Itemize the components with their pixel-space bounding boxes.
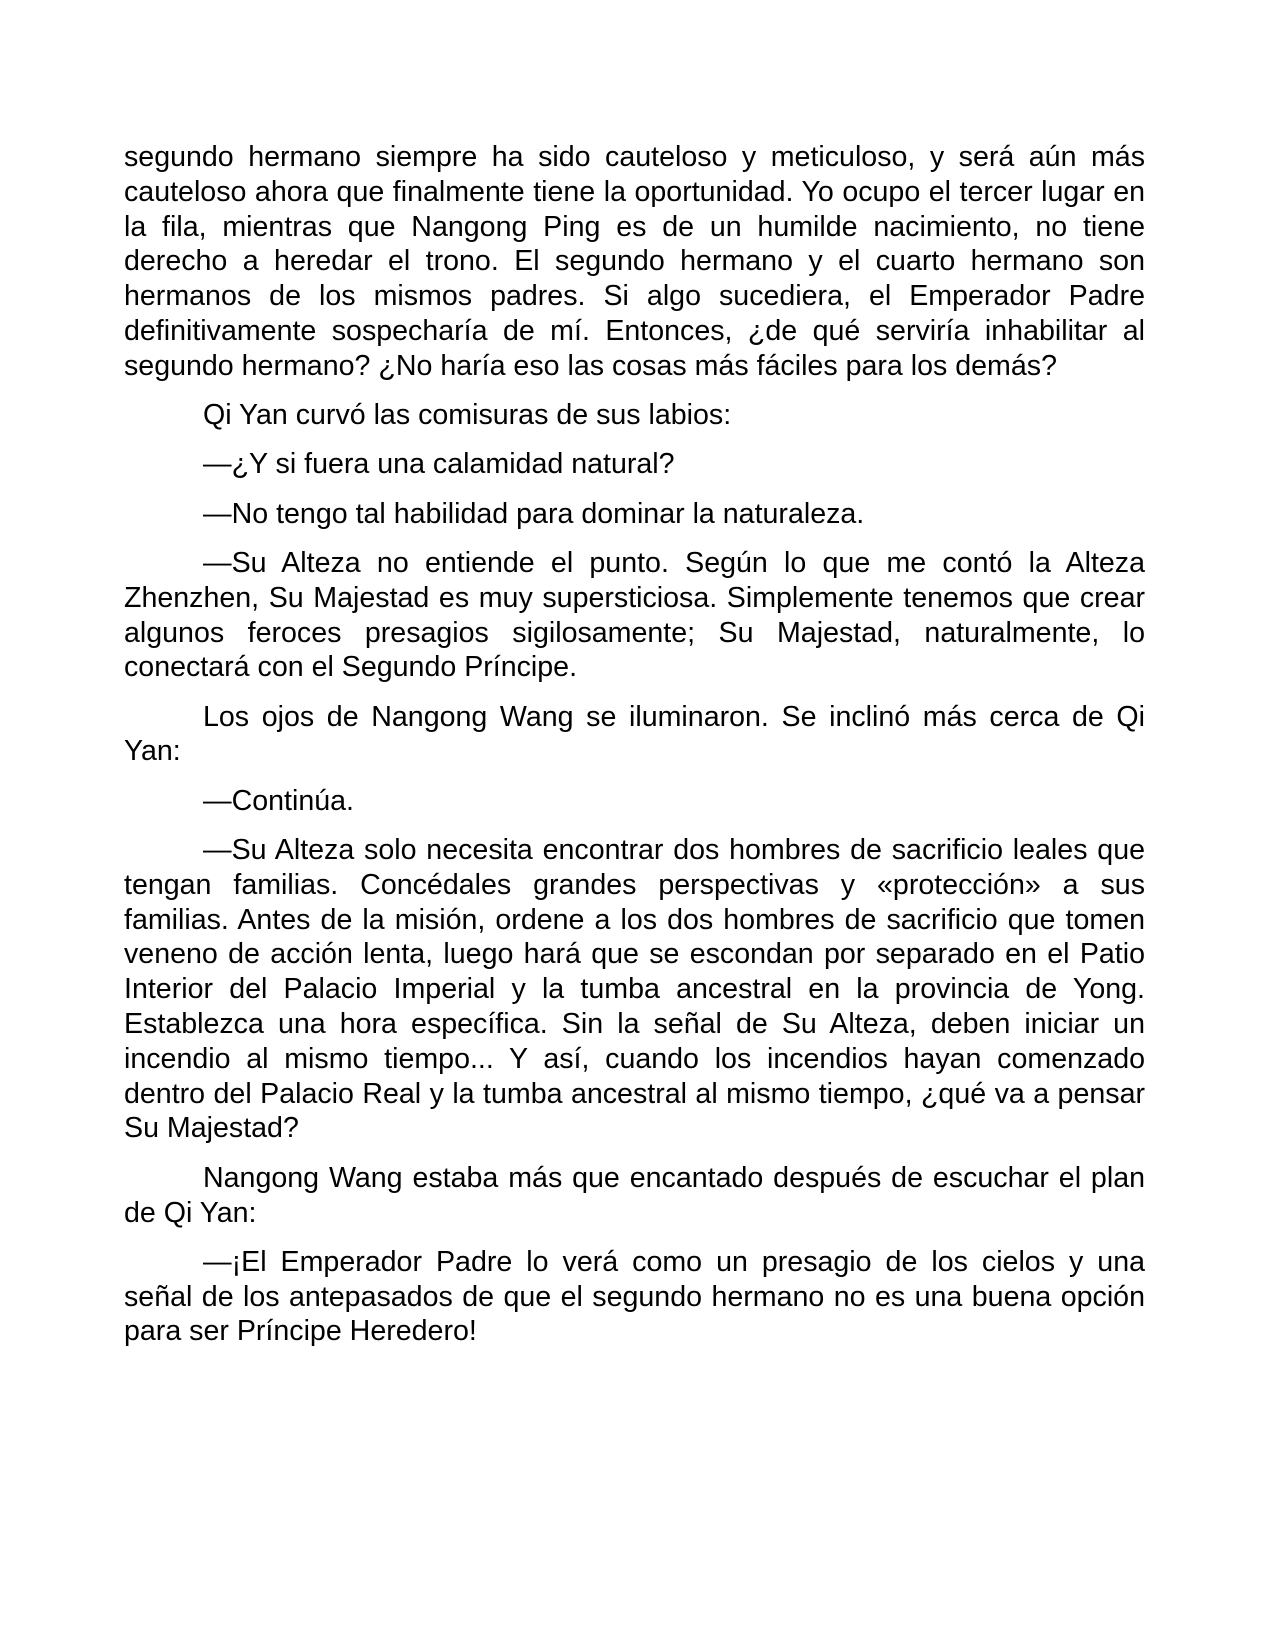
paragraph: segundo hermano siempre ha sido cauteloso y meticuloso, y será aún más cauteloso ahora que finalmente tiene la oportunidad. Yo ocupo el tercer lugar en la fila, mientras que Nangong Ping es de un humilde nacimiento, no tiene derecho a heredar el trono. El segundo hermano y el cuarto hermano son hermanos de los mismos padres. Si algo sucediera, el Emperador Padre definitivamente sospecharía de mí. Entonces, ¿de qué serviría inhabilitar al segundo hermano? ¿No haría eso las cosas más fáciles para los demás? [124, 141, 1145, 382]
paragraph: —¿Y si fuera una calamidad natural? [203, 448, 675, 481]
paragraph: Nangong Wang estaba más que encantado después de escuchar el plan de Qi Yan: [124, 1161, 1145, 1229]
paragraph: —No tengo tal habilidad para dominar la naturaleza. [203, 497, 865, 530]
paragraph: —Continúa. [203, 784, 354, 817]
paragraph: —Su Alteza no entiende el punto. Según lo que me contó la Alteza Zhenzhen, Su Majestad es muy supersticiosa. Simplemente tenemos que crear algunos feroces presagios sigilosamente; Su Majestad, naturalmente, lo conectará con el Segundo Príncipe. [124, 546, 1145, 684]
paragraph: Qi Yan curvó las comisuras de sus labios: [203, 399, 732, 432]
document-page [124, 140, 1145, 1364]
paragraph: —Su Alteza solo necesita encontrar dos hombres de sacrificio leales que tengan familias. Concédales grandes perspectivas y «protección» a sus familias. Antes de la misión, ordene a los dos hombres de sacrificio que tomen veneno de acción lenta, luego hará que se escondan por separado en el Patio Interior del Palacio Imperial y la tumba ancestral en la provincia de Yong. Establezca una hora específica. Sin la señal de Su Alteza, deben iniciar un incendio al mismo tiempo... Y así, cuando los incendios hayan comenzado dentro del Palacio Real y la tumba ancestral al mismo tiempo, ¿qué va a pensar Su Majestad? [124, 834, 1145, 1145]
paragraph: —¡El Emperador Padre lo verá como un presagio de los cielos y una señal de los antepasados de que el segundo hermano no es una buena opción para ser Príncipe Heredero! [124, 1245, 1145, 1348]
paragraph: Los ojos de Nangong Wang se iluminaron. Se inclinó más cerca de Qi Yan: [124, 700, 1145, 768]
